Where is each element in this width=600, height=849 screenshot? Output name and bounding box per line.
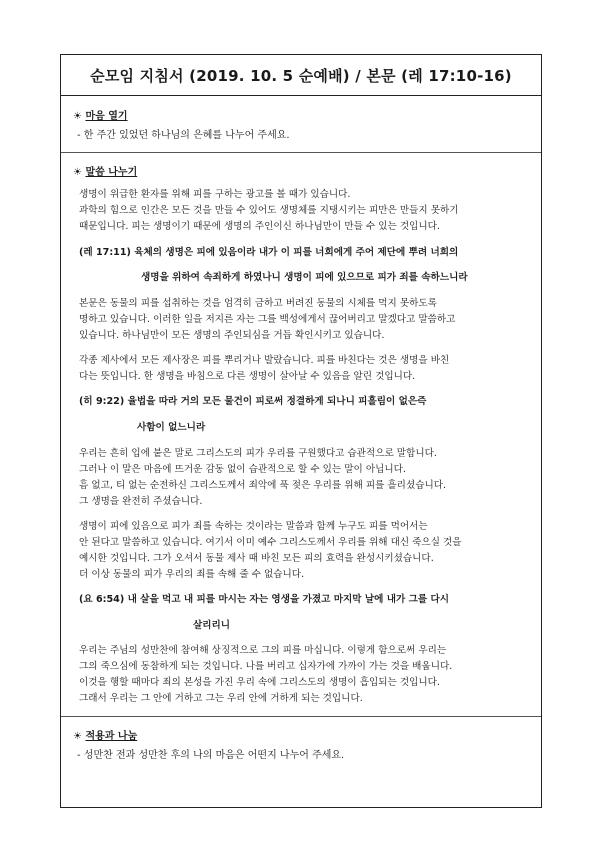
- text-line: 그러나 이 말은 마음에 뜨거운 감동 없이 습관적으로 할 수 있는 말이 아닙니다.: [79, 463, 406, 475]
- document-page: [60, 54, 542, 808]
- text-line: 과학의 힘으로 인간은 모든 것을 만들 수 있어도 생명체를 지탱시키는 피만은 만들지 못하기: [79, 205, 459, 216]
- section-label-open: 마음 열기: [85, 111, 128, 122]
- verse-line: (레 17:11) 육체의 생명은 피에 있음이라 내가 이 피를 너희에게 주어 제단에 뿌려 너희의: [79, 246, 459, 258]
- text-line: 다는 뜻입니다. 한 생명을 바침으로 다른 생명이 살아날 수 있음을 알린 것입니다.: [79, 370, 416, 382]
- paragraph-2: [73, 296, 529, 344]
- text-line: 있습니다. 하나님만이 모든 생명의 주인되심을 거듭 확인시키고 있습니다.: [79, 329, 385, 341]
- sun-icon: ☀: [73, 167, 82, 178]
- verse-line: 살리리니: [193, 619, 231, 631]
- verse-line: 사함이 없느니라: [137, 421, 206, 433]
- text-line: 예시한 것입니다. 그가 오셔서 동물 제사 때 바친 모든 피의 효력을 완성시키셨습니다.: [79, 552, 434, 564]
- paragraph-1: [73, 187, 529, 235]
- sun-icon: ☀: [73, 731, 82, 743]
- divider: [61, 716, 541, 717]
- section-label-share: 말씀 나누기: [85, 167, 138, 178]
- verse-line: 생명을 위하여 속죄하게 하였나니 생명이 피에 있으므로 피가 죄를 속하느니라: [141, 272, 468, 284]
- title-box: [61, 55, 541, 96]
- section-heading-open: [73, 107, 529, 122]
- paragraph-3: [73, 353, 529, 385]
- verse-john-6-54: [73, 592, 529, 634]
- verse-lev-17-11: [73, 245, 529, 287]
- divider: [61, 152, 541, 153]
- sun-icon: ☀: [73, 111, 82, 122]
- verse-heb-9-22: [73, 394, 529, 436]
- text-line: 때문입니다. 피는 생명이기 때문에 생명의 주인이신 하나님만이 만들 수 있는 것입니다.: [79, 221, 440, 232]
- section-heading-share: [73, 163, 529, 178]
- text-line: 흠 없고, 티 없는 순전하신 그리스도께서 죄악에 푹 젖은 우리를 위해 피를 흘리셨습니다.: [79, 479, 447, 491]
- verse-line: (히 9:22) 율법을 따라 거의 모든 물건이 피로써 정결하게 되나니 피흘림이 없은즉: [79, 396, 427, 408]
- paragraph-6: [73, 643, 529, 707]
- section-heading-apply: [73, 727, 529, 742]
- text-line: 이것을 행할 때마다 죄의 본성을 가진 우리 속에 그리스도의 생명이 흡입되는 것입니다.: [79, 677, 440, 689]
- open-instruction: - 한 주간 있었던 하나님의 은혜를 나누어 주세요.: [77, 130, 290, 141]
- paragraph-5: [73, 519, 529, 583]
- document-content: [61, 96, 541, 763]
- text-line: 그래서 우리는 그 안에 거하고 그는 우리 안에 거하게 되는 것입니다.: [79, 693, 363, 705]
- text-line: 각종 제사에서 모든 제사장은 피를 뿌리거나 발랐습니다. 피를 바친다는 것은 생명을 바친: [79, 354, 450, 366]
- verse-line: (요 6:54) 내 살을 먹고 내 피를 마시는 자는 영생을 가졌고 마지막 날에 내가 그를 다시: [79, 594, 450, 606]
- document-title: 순모임 지침서 (2019. 10. 5 순예배) / 본문 (레 17:10-16): [90, 66, 512, 85]
- text-line: 생명이 피에 있음으로 피가 죄를 속하는 것이라는 말씀과 함께 누구도 피를 먹어서는: [79, 520, 428, 532]
- text-line: 우리는 흔히 입에 붙은 말로 그리스도의 피가 우리를 구원했다고 습관적으로 말합니다.: [79, 447, 437, 459]
- section-label-apply: 적용과 나눔: [85, 731, 138, 743]
- text-line: 명하고 있습니다. 이러한 일을 저지른 자는 그를 백성에게서 끊어버리고 말겠다고 말씀하고: [79, 313, 456, 325]
- paragraph-4: [73, 446, 529, 510]
- text-line: 생명이 위급한 환자를 위해 피를 구하는 광고를 볼 때가 있습니다.: [79, 189, 351, 200]
- text-line: 그의 죽으심에 동참하게 되는 것입니다. 나를 버리고 십자가에 가까이 가는 것을 배웁니다.: [79, 661, 453, 673]
- text-line: 우리는 주님의 성만찬에 참여해 상징적으로 그의 피를 마십니다. 이렇게 함으로써 우리는: [79, 645, 447, 657]
- text-line: 본문은 동물의 피를 섭취하는 것을 엄격히 금하고 버려진 동물의 시체를 먹지 못하도록: [79, 297, 437, 309]
- text-line: 더 이상 동물의 피가 우리의 죄를 속해 줄 수 없습니다.: [79, 568, 305, 580]
- text-line: 그 생명을 완전히 주셨습니다.: [79, 495, 203, 507]
- apply-instruction: - 성만찬 전과 성만찬 후의 나의 마음은 어떤지 나누어 주세요.: [77, 750, 345, 762]
- text-line: 안 된다고 말씀하고 있습니다. 여기서 이미 예수 그리스도께서 우리를 위해 대신 죽으실 것을: [79, 536, 462, 548]
